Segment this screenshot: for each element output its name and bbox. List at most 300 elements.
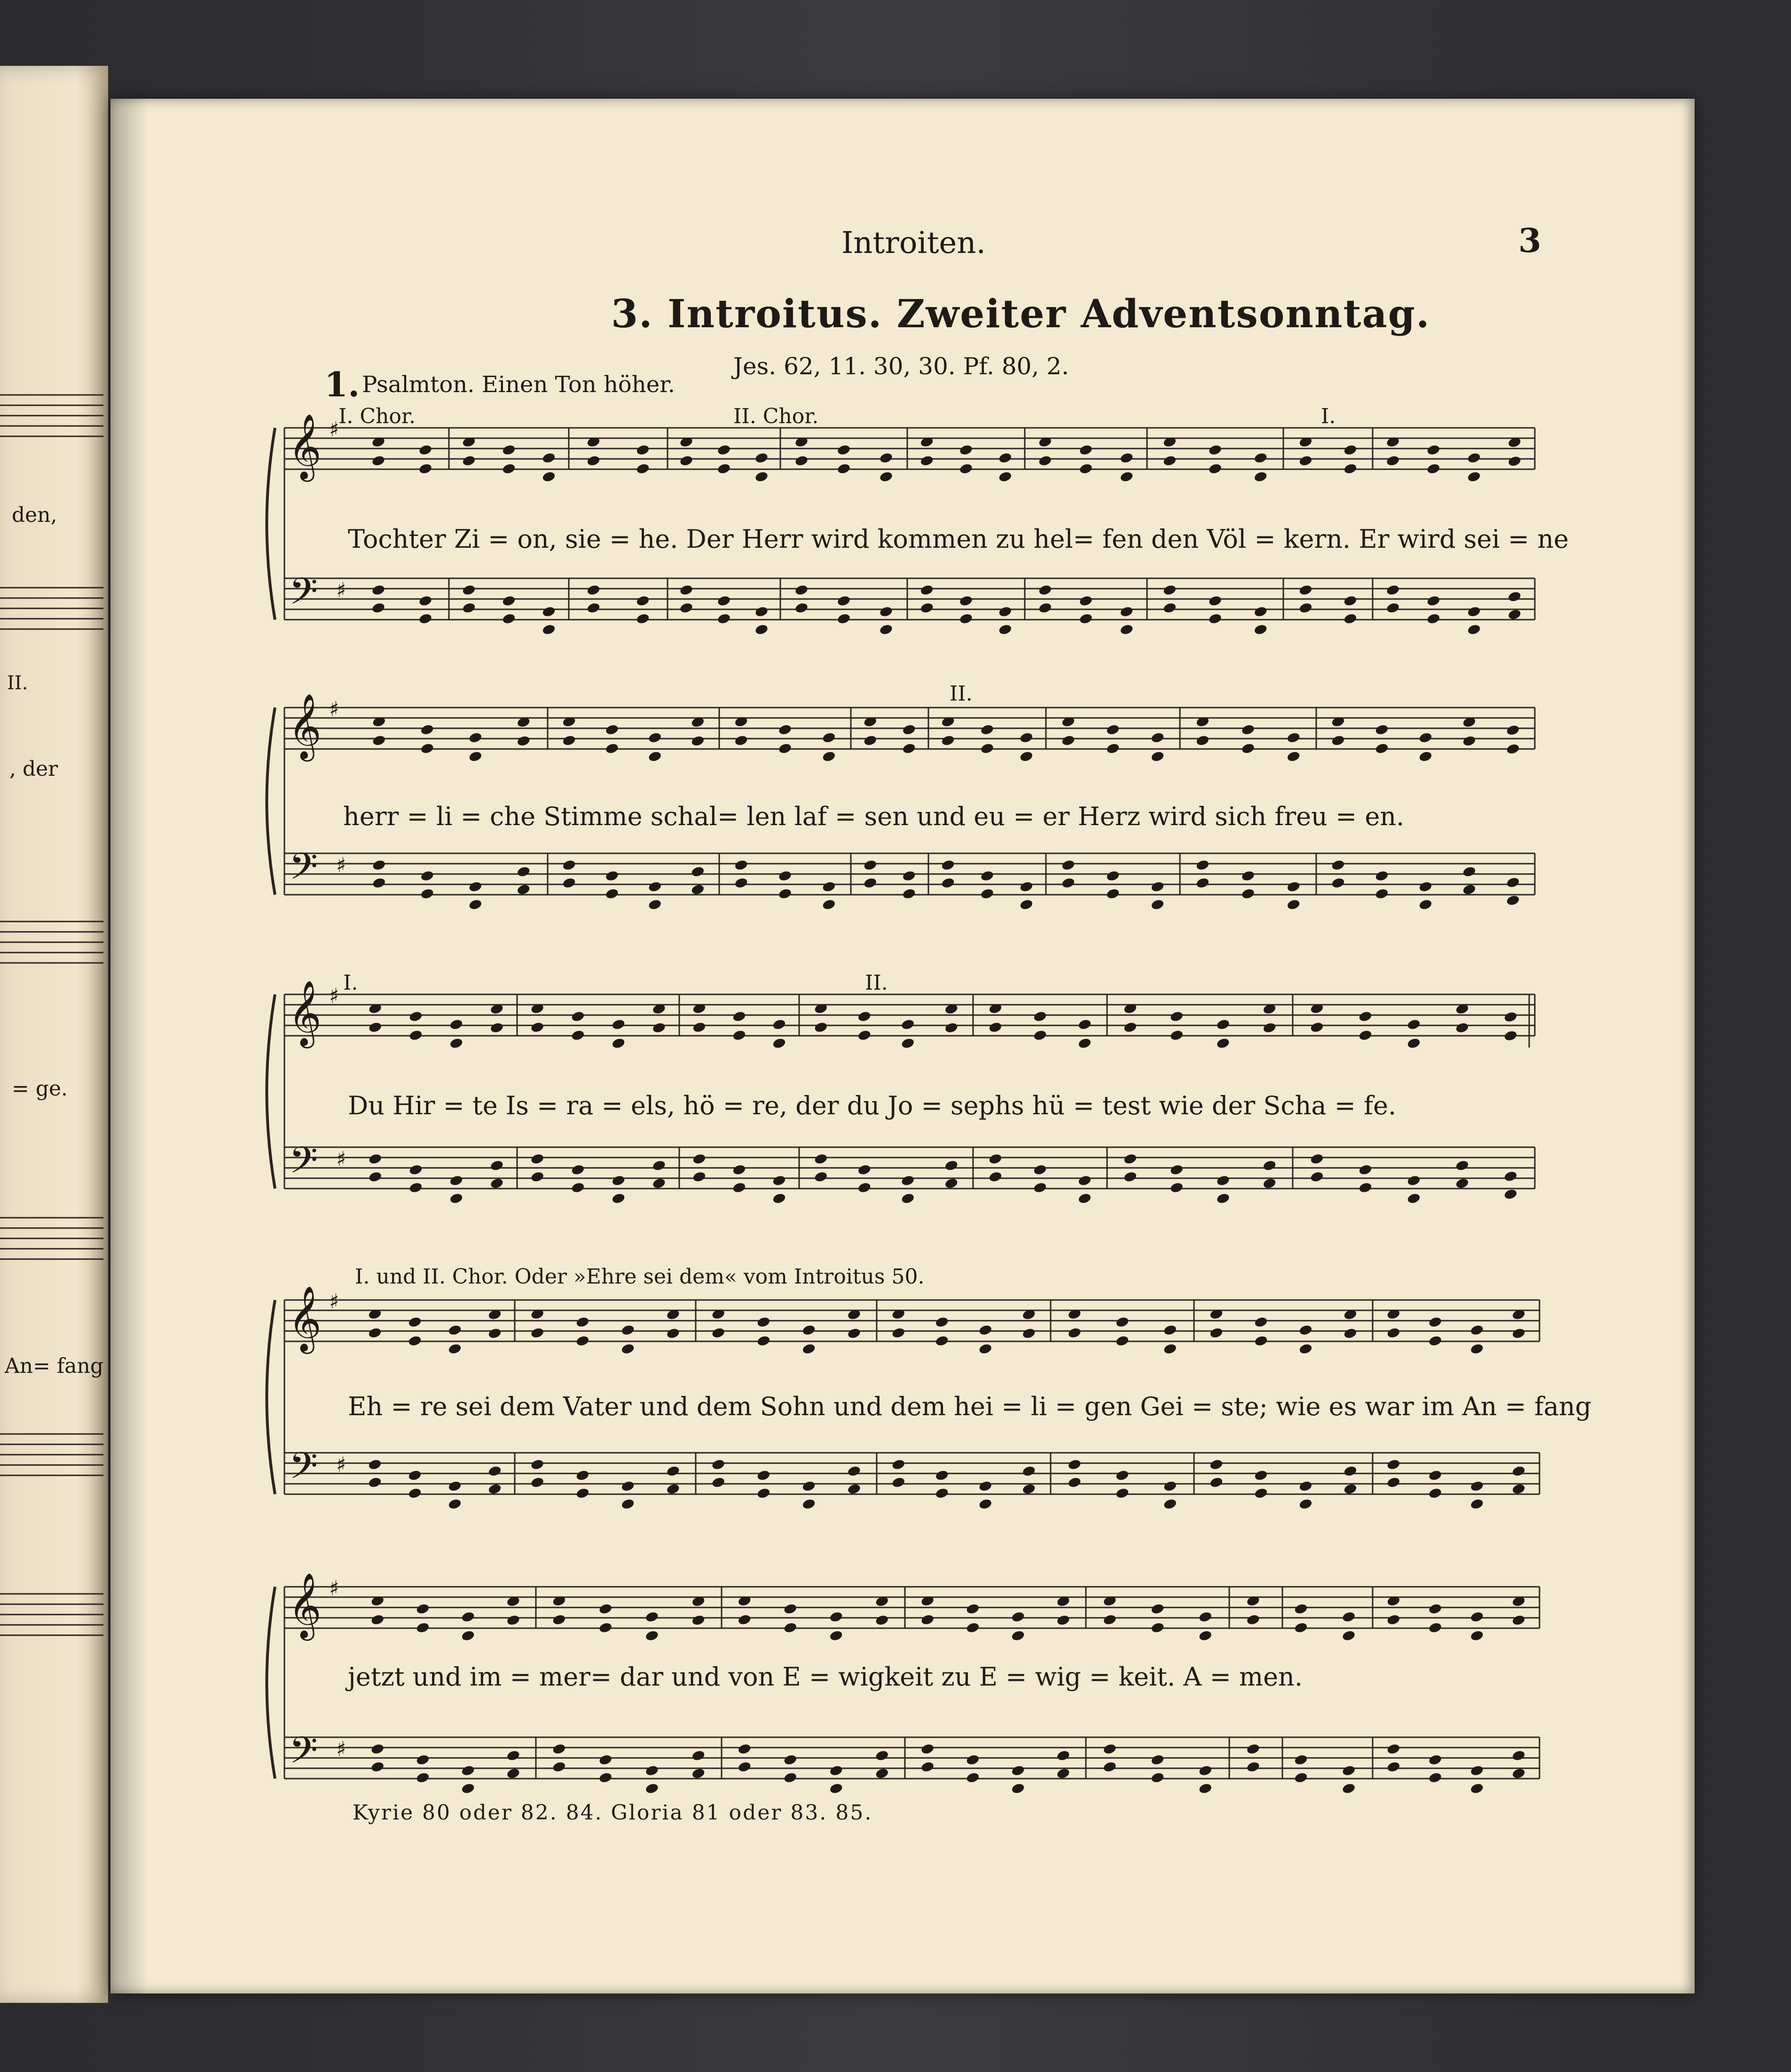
- note-head: [822, 898, 836, 911]
- note-head: [1386, 1761, 1401, 1773]
- note-head: [462, 455, 476, 467]
- note-head: [605, 888, 620, 900]
- note-head: [408, 1182, 423, 1194]
- note-head: [420, 742, 434, 755]
- note-head: [1011, 1630, 1025, 1642]
- note-head: [420, 724, 434, 736]
- note-head: [542, 623, 556, 636]
- psalm-number: 1.: [324, 364, 360, 404]
- note-head: [772, 1037, 786, 1049]
- note-head: [575, 1335, 590, 1347]
- note-head: [1343, 444, 1358, 456]
- note-head: [919, 602, 934, 614]
- note-head: [368, 1171, 383, 1183]
- note-head: [1428, 1754, 1443, 1766]
- note-head: [449, 1037, 463, 1049]
- bass-clef: 𝄢: [289, 1445, 318, 1497]
- note-head: [530, 1327, 545, 1339]
- note-head: [502, 444, 516, 456]
- note-head: [1061, 877, 1076, 889]
- note-head: [1103, 1614, 1117, 1626]
- note-head: [575, 1487, 590, 1499]
- note-head: [1056, 1749, 1071, 1762]
- note-head: [562, 859, 576, 871]
- note-head: [1033, 1029, 1047, 1041]
- note-head: [1123, 1171, 1138, 1183]
- note-head: [1298, 455, 1313, 467]
- note-head: [1262, 1022, 1277, 1034]
- note-head: [1150, 1603, 1165, 1615]
- note-head: [1418, 750, 1433, 763]
- note-head: [408, 1469, 422, 1481]
- note-head: [516, 866, 531, 878]
- note-head: [1455, 1159, 1469, 1172]
- note-head: [691, 866, 705, 878]
- note-head: [988, 1153, 1003, 1165]
- note-head: [1241, 888, 1256, 900]
- note-head: [1170, 1164, 1184, 1176]
- note-head: [1150, 881, 1165, 893]
- note-head: [598, 1622, 613, 1634]
- note-head: [448, 1480, 462, 1492]
- note-head: [879, 471, 894, 483]
- note-head: [692, 1153, 707, 1165]
- note-head: [1286, 732, 1301, 744]
- note-head: [1033, 1010, 1047, 1023]
- note-head: [611, 1037, 626, 1049]
- note-head: [801, 1480, 816, 1492]
- note-head: [1511, 1749, 1526, 1762]
- note-head: [1286, 881, 1301, 893]
- note-head: [1298, 602, 1313, 614]
- note-head: [1119, 623, 1134, 636]
- system-brace: [267, 1587, 275, 1779]
- note-head: [1294, 1603, 1308, 1615]
- note-head: [1246, 1614, 1261, 1626]
- note-head: [370, 1614, 385, 1626]
- note-head: [449, 1018, 463, 1031]
- note-head: [1462, 866, 1477, 878]
- note-head: [959, 595, 974, 607]
- note-head: [857, 1164, 872, 1176]
- note-head: [1170, 1029, 1184, 1041]
- choir-label: II. Chor.: [733, 404, 819, 428]
- key-signature-sharp: ♯: [329, 697, 339, 721]
- note-head: [1386, 455, 1400, 467]
- note-head: [772, 1018, 786, 1031]
- note-head: [1503, 1030, 1518, 1042]
- choir-label: II.: [865, 971, 888, 995]
- note-head: [586, 455, 601, 467]
- note-head: [1254, 1316, 1268, 1328]
- note-head: [1503, 1170, 1518, 1182]
- note-head: [1163, 1480, 1178, 1492]
- note-head: [863, 734, 878, 747]
- note-head: [920, 1743, 935, 1755]
- note-head: [371, 602, 386, 614]
- note-head: [652, 1177, 667, 1190]
- note-head: [978, 1343, 993, 1355]
- note-head: [1195, 877, 1210, 889]
- note-head: [978, 1480, 993, 1492]
- bass-clef: 𝄢: [289, 845, 318, 897]
- note-head: [941, 877, 955, 889]
- note-head: [1068, 1476, 1082, 1489]
- key-signature-sharp: ♯: [329, 1576, 339, 1600]
- note-head: [636, 595, 650, 607]
- note-head: [829, 1630, 843, 1642]
- note-head: [801, 1324, 816, 1336]
- note-head: [1342, 1630, 1356, 1642]
- note-head: [1286, 750, 1301, 763]
- note-head: [652, 1022, 667, 1034]
- note-head: [1286, 898, 1301, 911]
- note-head: [847, 1465, 862, 1477]
- note-head: [1358, 1029, 1373, 1041]
- note-head: [941, 859, 955, 871]
- note-head: [468, 881, 483, 893]
- note-head: [468, 898, 483, 911]
- note-head: [1150, 898, 1165, 911]
- note-head: [1208, 595, 1223, 607]
- note-head: [754, 452, 769, 464]
- left-fragment: II.: [7, 672, 28, 694]
- note-head: [1077, 1018, 1092, 1031]
- note-head: [1208, 463, 1223, 475]
- system-brace: [267, 1300, 275, 1494]
- note-head: [1163, 1343, 1178, 1355]
- note-head: [778, 724, 793, 736]
- note-head: [778, 870, 793, 882]
- note-head: [372, 859, 386, 871]
- note-head: [691, 1614, 706, 1626]
- note-head: [666, 1465, 681, 1477]
- note-head: [368, 1021, 383, 1033]
- note-head: [516, 735, 531, 747]
- note-head: [1068, 1327, 1082, 1339]
- lyrics-line: jetzt und im = mer= dar und von E = wigkeit zu E = wig = keit. A = men.: [348, 1662, 1303, 1692]
- note-head: [1150, 732, 1165, 744]
- note-head: [542, 606, 556, 618]
- note-head: [542, 471, 556, 483]
- note-head: [462, 584, 476, 596]
- note-head: [737, 1761, 752, 1773]
- note-head: [1511, 1483, 1526, 1495]
- note-head: [1079, 444, 1093, 456]
- note-head: [1343, 1483, 1358, 1495]
- note-head: [902, 870, 916, 882]
- system-brace: [267, 994, 275, 1189]
- note-head: [1056, 1614, 1071, 1626]
- note-head: [944, 1022, 958, 1034]
- note-head: [408, 1029, 423, 1041]
- note-head: [1246, 1743, 1261, 1755]
- note-head: [679, 602, 694, 614]
- note-head: [717, 613, 731, 625]
- note-head: [857, 1182, 872, 1194]
- note-head: [734, 734, 748, 747]
- left-fragment: = ge.: [12, 1077, 68, 1101]
- note-head: [1503, 1188, 1518, 1200]
- note-head: [611, 1192, 626, 1205]
- note-head: [461, 1611, 475, 1623]
- note-head: [416, 1754, 430, 1766]
- lyrics-line: herr = li = che Stimme schal= len laf = sen und eu = er Herz wird sich freu = en.: [343, 802, 1405, 831]
- note-head: [1470, 1498, 1485, 1510]
- note-head: [1508, 455, 1522, 467]
- note-head: [1150, 750, 1165, 763]
- note-head: [1467, 471, 1481, 483]
- choir-label: I. und II. Chor. Oder »Ehre sei dem« vom Introitus 50.: [355, 1265, 925, 1289]
- note-head: [711, 1327, 726, 1339]
- note-head: [1115, 1316, 1130, 1328]
- note-head: [1506, 724, 1520, 736]
- note-head: [1375, 870, 1389, 882]
- note-head: [1021, 1483, 1036, 1495]
- note-head: [1503, 1011, 1518, 1023]
- note-head: [732, 1010, 746, 1023]
- note-head: [611, 1018, 626, 1031]
- note-head: [875, 1749, 889, 1762]
- note-head: [1406, 1192, 1421, 1205]
- note-head: [1123, 1021, 1138, 1033]
- lyrics-line: Tochter Zi = on, sie = he. Der Herr wird kommen zu hel= fen den Völ = kern. Er wird sei = ne: [348, 524, 1569, 554]
- note-head: [418, 444, 433, 456]
- note-head: [1467, 623, 1481, 636]
- lyrics-line: Du Hir = te Is = ra = els, hö = re, der du Jo = sephs hü = test wie der Scha = fe.: [348, 1091, 1397, 1120]
- note-head: [1343, 463, 1358, 475]
- system-brace: [267, 428, 275, 620]
- note-head: [902, 742, 916, 755]
- note-head: [571, 1029, 585, 1041]
- note-head: [941, 734, 955, 747]
- note-head: [468, 750, 483, 763]
- note-head: [1150, 1772, 1165, 1784]
- note-head: [502, 463, 516, 475]
- note-head: [1103, 1761, 1117, 1773]
- note-head: [1511, 1614, 1526, 1626]
- piece-title: 3. Introitus. Zweiter Adventsonntag.: [611, 291, 1430, 337]
- note-head: [1241, 870, 1256, 882]
- note-head: [605, 724, 620, 736]
- note-head: [562, 734, 576, 747]
- note-head: [1342, 1765, 1356, 1777]
- note-head: [562, 877, 576, 889]
- note-head: [1470, 1630, 1485, 1642]
- note-head: [829, 1782, 843, 1795]
- note-head: [1106, 742, 1120, 755]
- system-brace: [267, 708, 275, 895]
- note-head: [756, 1487, 771, 1499]
- note-head: [1470, 1480, 1485, 1492]
- note-head: [847, 1327, 862, 1339]
- note-head: [648, 732, 662, 744]
- note-head: [575, 1469, 590, 1481]
- note-head: [1208, 444, 1223, 456]
- note-head: [648, 881, 662, 893]
- note-head: [980, 870, 995, 882]
- note-head: [552, 1614, 566, 1626]
- note-head: [814, 1171, 828, 1183]
- note-head: [408, 1010, 423, 1023]
- note-head: [754, 606, 769, 618]
- note-head: [645, 1611, 660, 1623]
- note-head: [1298, 1343, 1313, 1355]
- note-head: [1123, 1153, 1138, 1165]
- note-head: [863, 877, 878, 889]
- note-head: [737, 1614, 752, 1626]
- note-head: [980, 724, 995, 736]
- note-head: [1506, 743, 1520, 755]
- note-head: [461, 1765, 475, 1777]
- note-head: [1406, 1037, 1421, 1049]
- note-head: [1375, 888, 1389, 900]
- note-head: [1115, 1335, 1130, 1347]
- note-head: [1358, 1010, 1373, 1023]
- note-head: [1467, 606, 1481, 618]
- note-head: [666, 1327, 681, 1339]
- note-head: [645, 1782, 660, 1795]
- note-head: [1506, 894, 1520, 906]
- note-head: [408, 1316, 422, 1328]
- note-head: [1294, 1754, 1308, 1766]
- note-head: [1150, 1622, 1165, 1634]
- note-head: [1470, 1343, 1485, 1355]
- note-head: [847, 1483, 862, 1495]
- note-head: [598, 1603, 613, 1615]
- note-head: [1011, 1765, 1025, 1777]
- note-head: [1011, 1611, 1025, 1623]
- note-head: [416, 1622, 430, 1634]
- note-head: [530, 1171, 545, 1183]
- note-head: [944, 1177, 958, 1190]
- note-head: [461, 1630, 475, 1642]
- note-head: [418, 463, 433, 475]
- note-head: [420, 888, 434, 900]
- note-head: [1195, 734, 1210, 747]
- note-head: [598, 1754, 613, 1766]
- note-head: [598, 1772, 613, 1784]
- note-head: [814, 1153, 828, 1165]
- note-head: [530, 1021, 545, 1033]
- note-head: [370, 1761, 385, 1773]
- note-head: [1061, 859, 1076, 871]
- note-head: [1103, 1743, 1117, 1755]
- note-head: [754, 623, 769, 636]
- note-head: [1331, 859, 1345, 871]
- key-signature-sharp: ♯: [329, 418, 339, 441]
- note-head: [814, 1021, 828, 1033]
- note-head: [449, 1174, 463, 1187]
- note-head: [959, 613, 974, 625]
- note-head: [891, 1458, 906, 1471]
- note-head: [418, 613, 433, 625]
- note-head: [692, 1021, 707, 1033]
- note-head: [621, 1498, 635, 1510]
- note-head: [1342, 1782, 1356, 1795]
- note-head: [1216, 1037, 1231, 1049]
- note-head: [1056, 1767, 1071, 1780]
- note-head: [648, 898, 662, 911]
- note-head: [1115, 1487, 1130, 1499]
- footer-note: Kyrie 80 oder 82. 84. Gloria 81 oder 83. 85.: [353, 1801, 873, 1825]
- note-head: [368, 1327, 382, 1339]
- note-head: [1019, 750, 1034, 763]
- note-head: [1253, 606, 1268, 618]
- note-head: [756, 1316, 771, 1328]
- note-head: [1198, 1611, 1213, 1623]
- note-head: [1511, 1465, 1526, 1477]
- choir-label: II.: [950, 682, 973, 706]
- note-head: [1209, 1476, 1224, 1489]
- note-head: [1470, 1611, 1485, 1623]
- note-head: [1418, 881, 1433, 893]
- note-head: [1386, 1476, 1401, 1489]
- note-head: [542, 452, 556, 464]
- note-head: [778, 888, 793, 900]
- note-head: [1198, 1782, 1213, 1795]
- note-head: [1246, 1761, 1261, 1773]
- note-head: [822, 750, 836, 763]
- key-signature-sharp: ♯: [329, 984, 339, 1008]
- note-head: [920, 1614, 935, 1626]
- note-head: [1310, 1171, 1324, 1183]
- note-head: [1506, 876, 1520, 889]
- note-head: [1262, 1177, 1277, 1190]
- note-head: [1198, 1765, 1213, 1777]
- note-head: [966, 1603, 980, 1615]
- note-head: [1216, 1018, 1231, 1031]
- note-head: [487, 1465, 502, 1477]
- note-head: [1254, 1487, 1268, 1499]
- note-head: [1511, 1327, 1526, 1339]
- note-head: [1163, 1324, 1178, 1336]
- note-head: [998, 606, 1013, 618]
- note-head: [645, 1630, 660, 1642]
- note-head: [1019, 898, 1034, 911]
- note-head: [1021, 1465, 1036, 1477]
- note-head: [506, 1614, 521, 1626]
- choir-label: I.: [1321, 404, 1336, 428]
- note-head: [959, 444, 974, 456]
- note-head: [666, 1483, 681, 1495]
- key-signature-sharp: ♯: [336, 578, 346, 602]
- note-head: [1310, 1021, 1324, 1033]
- note-head: [935, 1469, 949, 1481]
- note-head: [368, 1153, 383, 1165]
- note-head: [732, 1182, 746, 1194]
- note-head: [901, 1174, 915, 1187]
- note-head: [837, 595, 851, 607]
- note-head: [980, 888, 995, 900]
- note-head: [801, 1498, 816, 1510]
- note-head: [902, 888, 916, 900]
- note-head: [1254, 1469, 1268, 1481]
- note-head: [575, 1316, 590, 1328]
- note-head: [1115, 1469, 1130, 1481]
- note-head: [837, 444, 851, 456]
- note-head: [1428, 1603, 1443, 1615]
- note-head: [901, 1037, 915, 1049]
- note-head: [1298, 1324, 1313, 1336]
- note-head: [1033, 1182, 1047, 1194]
- note-head: [920, 1761, 935, 1773]
- note-head: [783, 1754, 798, 1766]
- note-head: [1426, 613, 1441, 625]
- note-head: [692, 1171, 707, 1183]
- note-head: [418, 595, 433, 607]
- note-head: [1119, 452, 1134, 464]
